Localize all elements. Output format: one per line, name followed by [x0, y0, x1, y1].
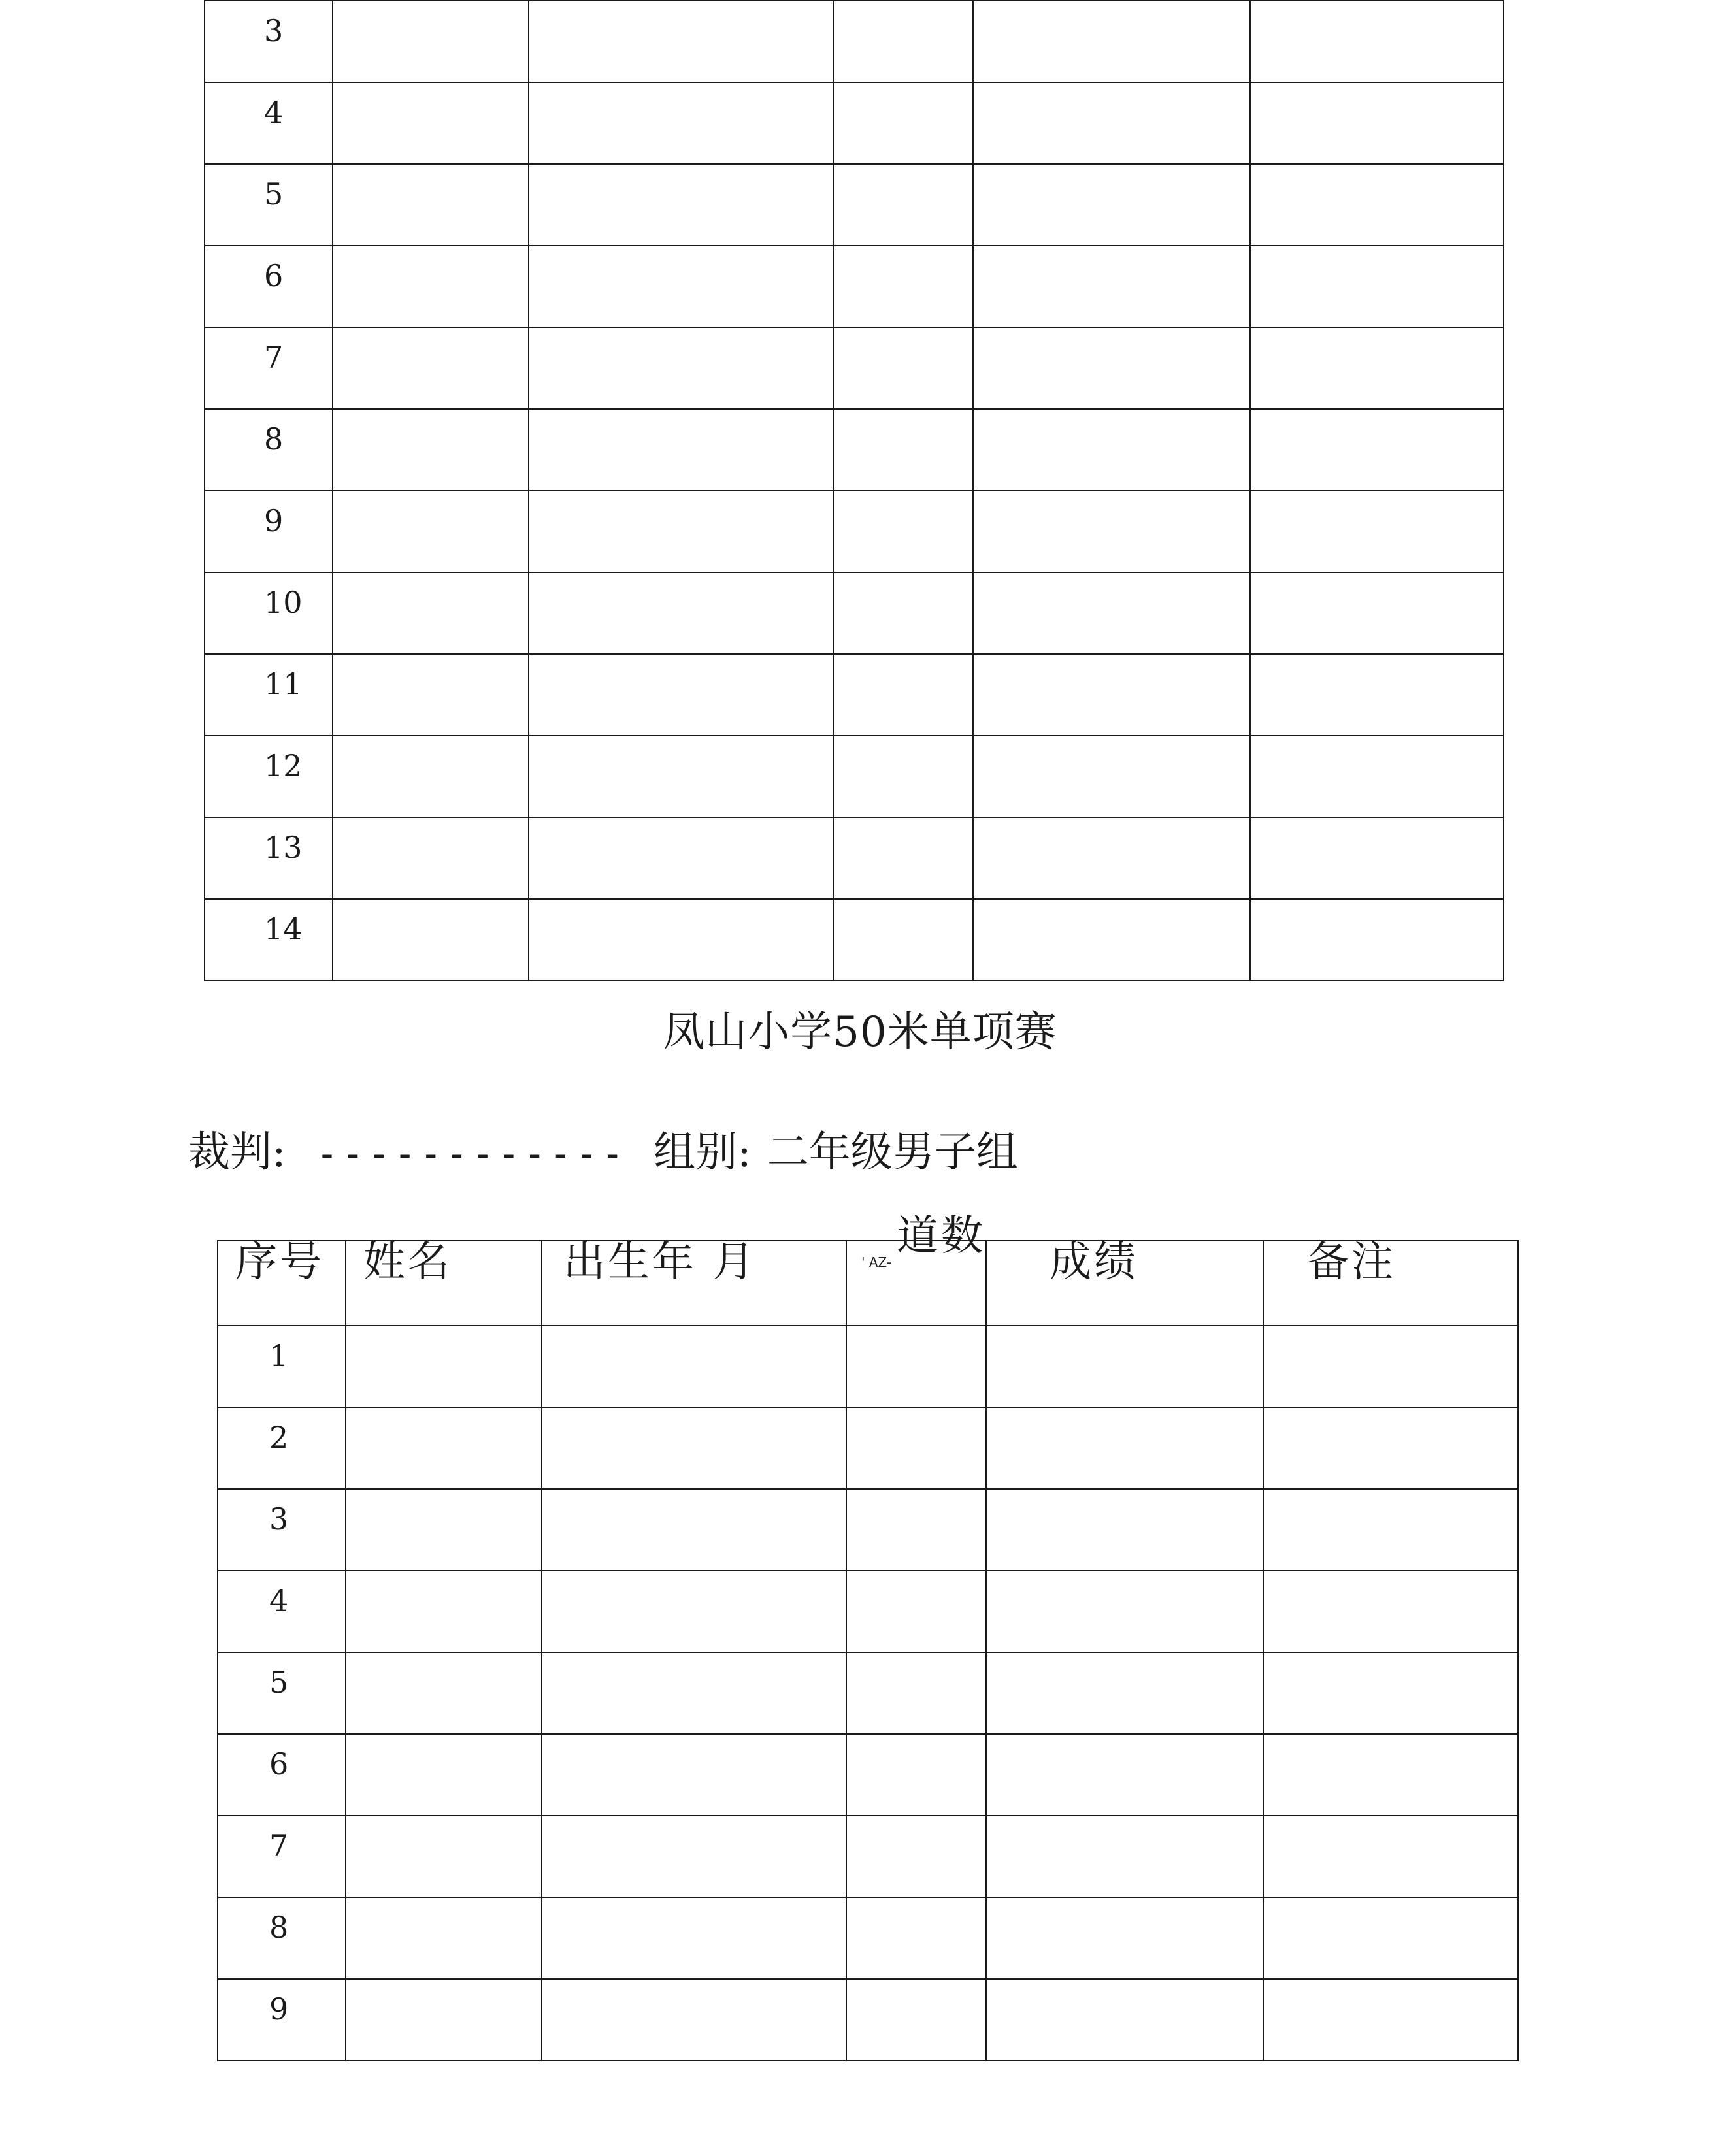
empty-cell [333, 491, 529, 572]
empty-cell [973, 164, 1250, 246]
row-number-cell [218, 1979, 346, 2061]
header-remark: 备注 [1307, 1238, 1396, 1286]
header-seq: 序号 [235, 1238, 324, 1286]
empty-cell [1263, 1326, 1518, 1407]
empty-cell [833, 572, 973, 654]
row-number-cell [218, 1816, 346, 1897]
empty-cell [846, 1816, 986, 1897]
empty-cell [333, 817, 529, 899]
group-label: 组别: [653, 1128, 752, 1177]
empty-cell [833, 246, 973, 327]
empty-cell [346, 1407, 542, 1489]
empty-cell [1250, 491, 1504, 572]
empty-cell [986, 1652, 1263, 1734]
table-row [205, 164, 1504, 246]
table-row [205, 572, 1504, 654]
empty-cell [833, 327, 973, 409]
empty-cell [1263, 1734, 1518, 1816]
table-row [218, 1979, 1518, 2061]
table-row [218, 1407, 1518, 1489]
empty-cell [973, 817, 1250, 899]
row-number-cell [218, 1652, 346, 1734]
empty-cell [529, 736, 833, 817]
row-number-cell [205, 82, 333, 164]
row-number-cell [218, 1407, 346, 1489]
empty-cell [333, 736, 529, 817]
table-row [205, 327, 1504, 409]
row-number: 4 [264, 95, 284, 130]
empty-cell [346, 1652, 542, 1734]
table-row [218, 1734, 1518, 1816]
table-row [218, 1897, 1518, 1979]
empty-cell [333, 1, 529, 82]
empty-cell [1250, 654, 1504, 736]
empty-cell [542, 1489, 846, 1571]
table-row [205, 246, 1504, 327]
row-number: 3 [269, 1501, 289, 1537]
row-number-cell [218, 1734, 346, 1816]
empty-cell [529, 572, 833, 654]
row-number: 5 [269, 1665, 289, 1700]
table-row [205, 409, 1504, 491]
results-table [217, 1240, 1519, 2061]
empty-cell [833, 899, 973, 981]
empty-cell [846, 1407, 986, 1489]
row-number: 13 [264, 830, 303, 865]
empty-cell [973, 736, 1250, 817]
empty-cell [333, 409, 529, 491]
empty-cell [1250, 164, 1504, 246]
empty-cell [529, 409, 833, 491]
empty-cell [1263, 1407, 1518, 1489]
empty-cell [346, 1816, 542, 1897]
empty-cell [1250, 899, 1504, 981]
row-number: 14 [264, 911, 303, 947]
results-table-continued [204, 0, 1504, 981]
row-number-cell [218, 1897, 346, 1979]
empty-cell [986, 1979, 1263, 2061]
empty-cell [1263, 1571, 1518, 1652]
row-number: 7 [264, 340, 284, 375]
empty-cell [973, 899, 1250, 981]
empty-cell [1263, 1652, 1518, 1734]
row-number-cell [205, 1, 333, 82]
empty-cell [846, 1489, 986, 1571]
empty-cell [986, 1816, 1263, 1897]
table-row [218, 1489, 1518, 1571]
row-number-cell [218, 1326, 346, 1407]
empty-cell [346, 1489, 542, 1571]
empty-cell [833, 736, 973, 817]
row-number-cell [205, 246, 333, 327]
empty-cell [529, 327, 833, 409]
empty-cell [1263, 1979, 1518, 2061]
empty-cell [542, 1326, 846, 1407]
row-number-cell [205, 164, 333, 246]
row-number-cell [205, 736, 333, 817]
empty-cell [333, 899, 529, 981]
table-row [218, 1326, 1518, 1407]
empty-cell [973, 572, 1250, 654]
empty-cell [846, 1734, 986, 1816]
empty-cell [333, 82, 529, 164]
empty-cell [542, 1652, 846, 1734]
empty-cell [346, 1897, 542, 1979]
empty-cell [973, 491, 1250, 572]
empty-cell [846, 1571, 986, 1652]
empty-cell [833, 164, 973, 246]
empty-cell [542, 1407, 846, 1489]
empty-cell [1250, 327, 1504, 409]
empty-cell [973, 327, 1250, 409]
row-number-cell [205, 817, 333, 899]
empty-cell [1263, 1489, 1518, 1571]
table-row [205, 817, 1504, 899]
empty-cell [973, 82, 1250, 164]
empty-cell [1250, 1, 1504, 82]
row-number: 6 [269, 1746, 289, 1782]
empty-cell [1250, 817, 1504, 899]
row-number: 10 [264, 585, 303, 620]
empty-cell [973, 409, 1250, 491]
empty-cell [833, 491, 973, 572]
table-row [218, 1652, 1518, 1734]
row-number: 9 [269, 1991, 289, 2027]
page-title: 凤山小学50米单项赛 [663, 1008, 1057, 1056]
row-number-cell [205, 899, 333, 981]
empty-cell [986, 1897, 1263, 1979]
empty-cell [542, 1734, 846, 1816]
empty-cell [529, 491, 833, 572]
empty-cell [529, 164, 833, 246]
empty-cell [986, 1571, 1263, 1652]
empty-cell [833, 654, 973, 736]
row-number-cell [218, 1489, 346, 1571]
empty-cell [542, 1897, 846, 1979]
empty-cell [529, 899, 833, 981]
empty-cell [542, 1816, 846, 1897]
meta-line [188, 1119, 1018, 1179]
table-row [218, 1816, 1518, 1897]
empty-cell [1263, 1897, 1518, 1979]
empty-cell [333, 246, 529, 327]
empty-cell [333, 164, 529, 246]
empty-cell [529, 82, 833, 164]
empty-cell [833, 1, 973, 82]
empty-cell [529, 817, 833, 899]
empty-cell [986, 1489, 1263, 1571]
row-number: 12 [264, 748, 303, 783]
empty-cell [529, 246, 833, 327]
empty-cell [333, 327, 529, 409]
row-number: 6 [264, 258, 284, 293]
empty-cell [973, 654, 1250, 736]
empty-cell [833, 409, 973, 491]
table-row [218, 1571, 1518, 1652]
row-number: 8 [264, 421, 284, 457]
empty-cell [529, 654, 833, 736]
row-number-cell [205, 491, 333, 572]
row-number: 11 [264, 666, 303, 702]
judge-label: 裁判: [188, 1128, 286, 1177]
empty-cell [346, 1326, 542, 1407]
header-birth: 出生年 月 [563, 1238, 757, 1286]
row-number: 7 [269, 1828, 289, 1863]
table-header-row [218, 1241, 1518, 1326]
row-number: 8 [269, 1910, 289, 1945]
row-number-cell [205, 409, 333, 491]
empty-cell [986, 1734, 1263, 1816]
empty-cell [1263, 1816, 1518, 1897]
row-number: 9 [264, 503, 284, 538]
empty-cell [846, 1897, 986, 1979]
empty-cell [333, 654, 529, 736]
empty-cell [1250, 572, 1504, 654]
table-row [205, 899, 1504, 981]
header-score: 成绩 [1050, 1238, 1138, 1286]
row-number: 2 [269, 1420, 289, 1455]
row-number-cell [205, 327, 333, 409]
empty-cell [973, 246, 1250, 327]
empty-cell [986, 1407, 1263, 1489]
header-name: 姓名 [363, 1238, 452, 1286]
empty-cell [346, 1979, 542, 2061]
empty-cell [542, 1979, 846, 2061]
empty-cell [973, 1, 1250, 82]
empty-cell [846, 1652, 986, 1734]
table-row [205, 491, 1504, 572]
empty-cell [346, 1571, 542, 1652]
row-number-cell [205, 572, 333, 654]
empty-cell [846, 1326, 986, 1407]
row-number-cell [218, 1571, 346, 1652]
row-number: 3 [264, 13, 284, 48]
empty-cell [333, 572, 529, 654]
table-row [205, 736, 1504, 817]
judge-blank: ------------ [316, 1133, 628, 1175]
row-number: 1 [269, 1338, 289, 1373]
empty-cell [1250, 82, 1504, 164]
header-lane-mark: ' AZ- [861, 1254, 892, 1270]
empty-cell [986, 1326, 1263, 1407]
table-row [205, 82, 1504, 164]
empty-cell [1250, 409, 1504, 491]
empty-cell [542, 1571, 846, 1652]
row-number: 4 [269, 1583, 289, 1618]
empty-cell [846, 1979, 986, 2061]
table-row [205, 1, 1504, 82]
header-lane: 道数 [897, 1212, 985, 1260]
table-row [205, 654, 1504, 736]
row-number-cell [205, 654, 333, 736]
row-number: 5 [264, 176, 284, 212]
empty-cell [833, 817, 973, 899]
empty-cell [833, 82, 973, 164]
empty-cell [529, 1, 833, 82]
empty-cell [1250, 736, 1504, 817]
empty-cell [1250, 246, 1504, 327]
group-value: 二年级男子组 [767, 1128, 1018, 1177]
empty-cell [346, 1734, 542, 1816]
